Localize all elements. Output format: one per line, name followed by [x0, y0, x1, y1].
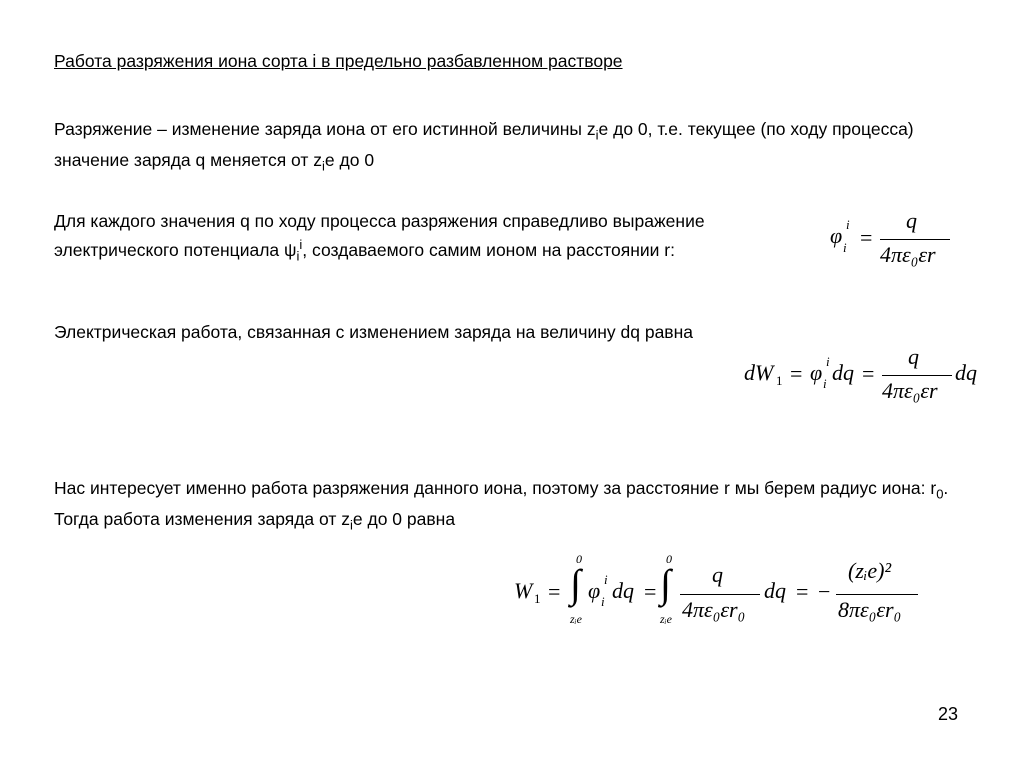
subscript-i: i: [601, 594, 605, 609]
subscript-1: 1: [534, 591, 541, 606]
text-part: е до 0: [324, 149, 375, 170]
superscript-i: i: [846, 217, 850, 232]
subscript-i: i: [823, 376, 827, 391]
slide-title: Работа разряжения иона сорта i в предельно разбавленном растворе: [54, 51, 623, 71]
equals-sign: =: [548, 579, 561, 604]
paragraph-work: Электрическая работа, связанная с изменением заряда на величину dq равна: [54, 322, 693, 342]
dq-symbol: dq: [955, 360, 977, 385]
denominator: 4πε₀εr: [880, 242, 936, 267]
integral-sign: ∫: [570, 561, 581, 606]
equals-sign: =: [796, 579, 809, 604]
fraction-bar: [880, 239, 950, 240]
denominator: 4πε₀εr₀: [682, 597, 746, 622]
equals-sign: =: [644, 579, 657, 604]
denominator: 4πε₀εr: [882, 378, 938, 403]
equals-sign: =: [862, 361, 875, 386]
subscript: 0: [936, 486, 944, 502]
subscript: i: [595, 127, 599, 143]
W-symbol: W: [514, 578, 533, 603]
paragraph-ion-radius: [54, 476, 974, 537]
fraction-bar: [836, 594, 918, 595]
superscript-i: i: [604, 572, 608, 587]
text-part: Нас интересует именно работа разряжения данного иона, поэтому за расстояние r мы берем радиус иона: r: [54, 478, 937, 498]
minus-sign: −: [818, 579, 831, 604]
integral-sign: ∫: [660, 561, 671, 606]
subscript: i: [350, 517, 353, 532]
subscript: i: [296, 248, 300, 264]
dq-symbol: dq: [832, 360, 854, 385]
subscript: i: [322, 158, 325, 173]
paragraph-potential: [54, 209, 814, 268]
numerator-q: q: [908, 344, 919, 369]
text-part: Разряжение – изменение заряда иона от его истинной величины z: [54, 119, 596, 139]
superscript: i: [299, 237, 303, 252]
fraction-bar: [882, 375, 952, 376]
phi-symbol: φ: [810, 360, 823, 385]
dW-symbol: dW: [744, 360, 774, 385]
dq-symbol: dq: [764, 578, 786, 603]
integral-lower-limit: zᵢe: [660, 612, 672, 626]
paragraph-discharge-definition: [54, 117, 974, 178]
dq-symbol: dq: [612, 578, 634, 603]
phi-symbol: φ: [830, 223, 843, 248]
fraction-bar: [680, 594, 760, 595]
numerator-squared: (zᵢe)²: [848, 558, 892, 583]
text-part: е до 0, т.е. текущее (по ходу процесса) значение заряда q меняется от z: [54, 119, 914, 170]
phi-symbol: φ: [588, 578, 601, 603]
equals-sign: =: [860, 225, 873, 250]
equals-sign: =: [790, 361, 803, 386]
text-part: . Тогда работа изменения заряда от z: [54, 478, 949, 529]
subscript-1: 1: [776, 373, 783, 388]
page-number: 23: [938, 704, 959, 724]
text-part: , создаваемого самим ионом на расстоянии r:: [302, 239, 675, 260]
integral-lower-limit: zᵢe: [570, 612, 582, 626]
numerator-q: q: [712, 562, 723, 587]
denominator: 8πε₀εr₀: [838, 597, 902, 622]
integral-upper-limit: 0: [666, 552, 672, 566]
subscript-i: i: [843, 240, 847, 255]
numerator-q: q: [906, 208, 917, 233]
text-part: е до 0 равна: [352, 508, 456, 529]
text-part: Для каждого значения q по ходу процесса разряжения справедливо выражение электрического потенциала ψ: [54, 211, 705, 260]
integral-upper-limit: 0: [576, 552, 582, 566]
superscript-i: i: [826, 354, 830, 369]
